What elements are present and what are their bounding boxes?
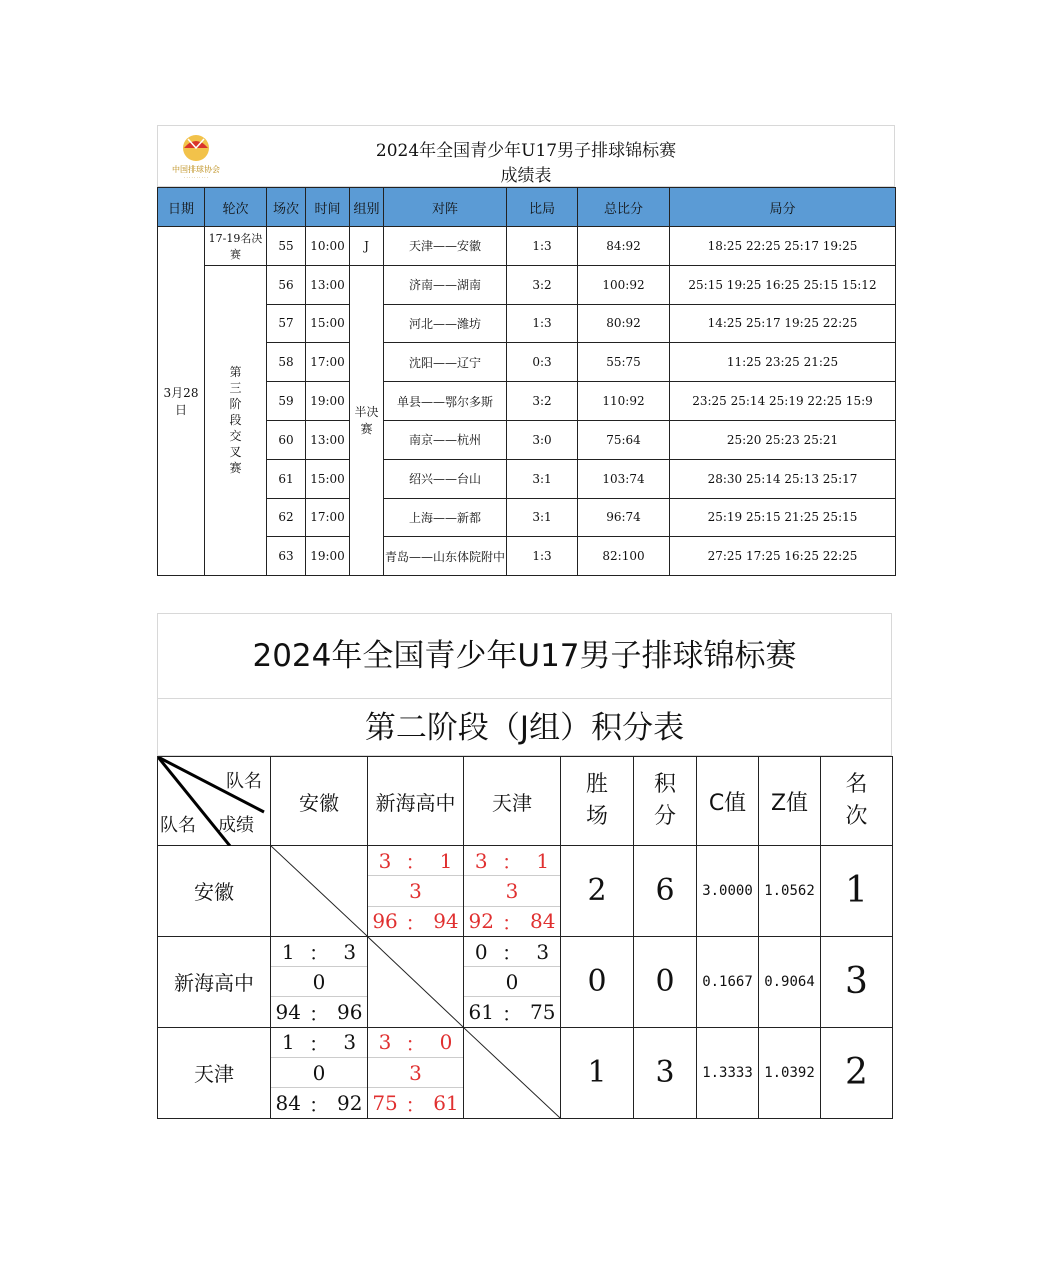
standings-header-row bbox=[158, 757, 893, 846]
standings-title: 2024年全国青少年U17男子排球锦标赛 bbox=[157, 613, 892, 698]
sets-home: 3 bbox=[474, 848, 488, 873]
header-match-no: 场次 bbox=[267, 188, 306, 227]
score-home: 61 bbox=[468, 1000, 494, 1025]
match-time: 19:00 bbox=[306, 537, 350, 576]
sets-separator: ： bbox=[405, 850, 426, 875]
col-header-team: 安徽 bbox=[271, 757, 368, 846]
match-no: 55 bbox=[267, 227, 306, 266]
rank-header-char: 次 bbox=[845, 804, 868, 829]
group-cell-semifinal: 半决赛 bbox=[350, 265, 384, 575]
match-row bbox=[158, 265, 896, 304]
sets-separator: ： bbox=[501, 941, 522, 966]
schedule-grid bbox=[157, 187, 896, 576]
score-away: 92 bbox=[337, 1091, 363, 1116]
match-result-cell bbox=[464, 936, 561, 1027]
match-set-scores: 27:25 17:25 16:25 22:25 bbox=[670, 537, 896, 576]
schedule-header bbox=[157, 125, 895, 187]
match-no: 56 bbox=[267, 265, 306, 304]
header-date: 日期 bbox=[158, 188, 205, 227]
match-sets: 3:1 bbox=[507, 459, 578, 498]
standings-table bbox=[157, 613, 892, 1117]
schedule-header-row bbox=[158, 188, 896, 227]
match-time: 13:00 bbox=[306, 420, 350, 459]
date-cell: 3月28日 bbox=[158, 227, 205, 576]
group-cell: J bbox=[350, 227, 384, 266]
match-time: 17:00 bbox=[306, 343, 350, 382]
match-teams: 上海——新都 bbox=[384, 498, 507, 537]
standings-subtitle: 第二阶段（J组）积分表 bbox=[157, 698, 892, 756]
match-result-breakdown bbox=[368, 1028, 463, 1118]
self-match-cell bbox=[271, 846, 368, 937]
match-time: 10:00 bbox=[306, 227, 350, 266]
match-no: 58 bbox=[267, 343, 306, 382]
match-set-scores: 11:25 23:25 21:25 bbox=[670, 343, 896, 382]
match-total: 80:92 bbox=[578, 304, 670, 343]
row-z-value: 0.9064 bbox=[759, 936, 821, 1027]
sets-separator: ： bbox=[405, 1031, 426, 1056]
row-z-value: 1.0392 bbox=[759, 1027, 821, 1118]
match-points: 0 bbox=[271, 967, 367, 997]
match-result-cell bbox=[368, 1027, 464, 1118]
score-away: 61 bbox=[433, 1091, 459, 1116]
match-time: 17:00 bbox=[306, 498, 350, 537]
match-sets: 3:0 bbox=[507, 420, 578, 459]
wins-header-char: 胜 bbox=[585, 772, 608, 797]
match-no: 60 bbox=[267, 420, 306, 459]
row-wins: 1 bbox=[561, 1027, 634, 1118]
match-result-cell bbox=[271, 1027, 368, 1118]
match-no: 63 bbox=[267, 537, 306, 576]
score-home: 92 bbox=[468, 909, 494, 934]
score-home: 84 bbox=[275, 1091, 301, 1116]
match-no: 59 bbox=[267, 382, 306, 421]
score-away: 96 bbox=[337, 1000, 363, 1025]
match-set-scores: 25:20 25:23 25:21 bbox=[670, 420, 896, 459]
match-teams: 单县——鄂尔多斯 bbox=[384, 382, 507, 421]
score-separator: ： bbox=[501, 1001, 522, 1026]
match-total: 110:92 bbox=[578, 382, 670, 421]
header-set-scores: 局分 bbox=[670, 188, 896, 227]
match-total: 96:74 bbox=[578, 498, 670, 537]
match-set-scores: 25:19 25:15 21:25 25:15 bbox=[670, 498, 896, 537]
match-result-breakdown bbox=[464, 937, 560, 1027]
row-rank: 1 bbox=[821, 846, 893, 937]
match-row bbox=[158, 382, 896, 421]
header-total: 总比分 bbox=[578, 188, 670, 227]
match-teams: 绍兴——台山 bbox=[384, 459, 507, 498]
sets-home: 3 bbox=[378, 1030, 392, 1055]
match-result-breakdown bbox=[271, 937, 367, 1027]
rank-header-char: 名 bbox=[845, 772, 868, 797]
match-set-scores: 28:30 25:14 25:13 25:17 bbox=[670, 459, 896, 498]
match-sets: 0:3 bbox=[507, 343, 578, 382]
corner-label-team-left: 队名 bbox=[160, 815, 196, 836]
row-rank: 2 bbox=[821, 1027, 893, 1118]
match-sets: 1:3 bbox=[507, 227, 578, 266]
points-header-char: 积 bbox=[653, 772, 676, 797]
sets-home: 1 bbox=[281, 939, 295, 964]
sets-separator: ： bbox=[308, 1031, 329, 1056]
wins-header-char: 场 bbox=[585, 804, 608, 829]
col-header-points bbox=[634, 757, 697, 846]
header-time: 时间 bbox=[306, 188, 350, 227]
row-team-name: 天津 bbox=[158, 1027, 271, 1118]
match-total: 84:92 bbox=[578, 227, 670, 266]
row-c-value: 1.3333 bbox=[697, 1027, 759, 1118]
match-teams: 天津——安徽 bbox=[384, 227, 507, 266]
match-teams: 南京——杭州 bbox=[384, 420, 507, 459]
score-home: 75 bbox=[372, 1091, 398, 1116]
match-set-scores: 18:25 22:25 25:17 19:25 bbox=[670, 227, 896, 266]
match-row bbox=[158, 227, 896, 266]
sets-home: 3 bbox=[378, 848, 392, 873]
corner-label-result: 成绩 bbox=[218, 815, 254, 836]
match-teams: 青岛——山东体院附中 bbox=[384, 537, 507, 576]
sets-away: 3 bbox=[536, 939, 550, 964]
sets-away: 3 bbox=[343, 939, 357, 964]
row-z-value: 1.0562 bbox=[759, 846, 821, 937]
match-time: 15:00 bbox=[306, 459, 350, 498]
diagonal-line bbox=[271, 846, 367, 936]
match-total: 100:92 bbox=[578, 265, 670, 304]
round-cell: 17-19名决赛 bbox=[205, 227, 267, 266]
match-points: 3 bbox=[368, 876, 463, 906]
sets-away: 3 bbox=[343, 1030, 357, 1055]
match-result-breakdown bbox=[368, 846, 463, 936]
match-points: 3 bbox=[368, 1058, 463, 1088]
standings-row bbox=[158, 1027, 893, 1118]
schedule-subtitle: 成绩表 bbox=[500, 166, 552, 186]
row-points: 3 bbox=[634, 1027, 697, 1118]
header-teams: 对阵 bbox=[384, 188, 507, 227]
match-total: 82:100 bbox=[578, 537, 670, 576]
score-separator: ： bbox=[308, 1092, 329, 1117]
row-team-name: 新海高中 bbox=[158, 936, 271, 1027]
match-sets: 1:3 bbox=[507, 304, 578, 343]
row-wins: 2 bbox=[561, 846, 634, 937]
col-header-wins bbox=[561, 757, 634, 846]
match-teams: 沈阳——辽宁 bbox=[384, 343, 507, 382]
score-away: 94 bbox=[433, 909, 459, 934]
score-away: 84 bbox=[530, 909, 556, 934]
match-no: 62 bbox=[267, 498, 306, 537]
header-sets: 比局 bbox=[507, 188, 578, 227]
sets-home: 1 bbox=[281, 1030, 295, 1055]
self-match-cell bbox=[464, 1027, 561, 1118]
col-header-rank bbox=[821, 757, 893, 846]
match-sets: 1:3 bbox=[507, 537, 578, 576]
row-points: 6 bbox=[634, 846, 697, 937]
schedule-title: 2024年全国青少年U17男子排球锦标赛 bbox=[375, 141, 677, 161]
round-second-text: 第三阶段交叉赛 bbox=[229, 365, 242, 476]
match-points: 0 bbox=[271, 1058, 367, 1088]
logo-text: 中国排球协会 bbox=[172, 165, 220, 174]
round-cell-vertical bbox=[205, 265, 267, 575]
match-no: 61 bbox=[267, 459, 306, 498]
match-row bbox=[158, 420, 896, 459]
sets-away: 1 bbox=[439, 848, 453, 873]
match-time: 13:00 bbox=[306, 265, 350, 304]
sets-away: 1 bbox=[536, 848, 550, 873]
match-total: 103:74 bbox=[578, 459, 670, 498]
match-set-scores: 23:25 25:14 25:19 22:25 15:9 bbox=[670, 382, 896, 421]
row-team-name: 安徽 bbox=[158, 846, 271, 937]
match-sets: 3:2 bbox=[507, 382, 578, 421]
col-header-team: 新海高中 bbox=[368, 757, 464, 846]
points-header-char: 分 bbox=[653, 804, 676, 829]
match-row bbox=[158, 343, 896, 382]
sets-separator: ： bbox=[501, 850, 522, 875]
match-points: 0 bbox=[464, 967, 560, 997]
match-sets: 3:2 bbox=[507, 265, 578, 304]
row-wins: 0 bbox=[561, 936, 634, 1027]
match-total: 75:64 bbox=[578, 420, 670, 459]
match-total: 55:75 bbox=[578, 343, 670, 382]
standings-row bbox=[158, 936, 893, 1027]
match-row bbox=[158, 537, 896, 576]
header-round: 轮次 bbox=[205, 188, 267, 227]
match-result-cell bbox=[464, 846, 561, 937]
score-away: 75 bbox=[530, 1000, 556, 1025]
match-time: 15:00 bbox=[306, 304, 350, 343]
sets-home: 0 bbox=[474, 939, 488, 964]
match-row bbox=[158, 498, 896, 537]
match-row bbox=[158, 459, 896, 498]
row-points: 0 bbox=[634, 936, 697, 1027]
row-c-value: 3.0000 bbox=[697, 846, 759, 937]
score-separator: ： bbox=[308, 1001, 329, 1026]
score-separator: ： bbox=[405, 1092, 426, 1117]
self-match-cell bbox=[368, 936, 464, 1027]
match-row bbox=[158, 304, 896, 343]
sets-away: 0 bbox=[439, 1030, 453, 1055]
schedule-results-table bbox=[157, 125, 895, 573]
score-home: 94 bbox=[275, 1000, 301, 1025]
sets-separator: ： bbox=[308, 941, 329, 966]
match-teams: 河北——潍坊 bbox=[384, 304, 507, 343]
score-separator: ： bbox=[501, 910, 522, 935]
col-header-c-value: C值 bbox=[697, 757, 759, 846]
match-set-scores: 14:25 25:17 19:25 22:25 bbox=[670, 304, 896, 343]
match-result-breakdown bbox=[271, 1028, 367, 1118]
score-separator: ： bbox=[405, 910, 426, 935]
standings-grid bbox=[157, 756, 893, 1119]
match-result-cell bbox=[368, 846, 464, 937]
score-home: 96 bbox=[372, 909, 398, 934]
standings-row bbox=[158, 846, 893, 937]
match-result-cell bbox=[271, 936, 368, 1027]
match-teams: 济南——湖南 bbox=[384, 265, 507, 304]
corner-label-team-top: 队名 bbox=[226, 771, 262, 792]
match-result-breakdown bbox=[464, 846, 560, 936]
match-no: 57 bbox=[267, 304, 306, 343]
diagonal-line bbox=[464, 1028, 560, 1118]
svg-text:· · · · · · · · · ·: · · · · · · · · · · bbox=[183, 175, 209, 180]
match-sets: 3:1 bbox=[507, 498, 578, 537]
match-time: 19:00 bbox=[306, 382, 350, 421]
col-header-z-value: Z值 bbox=[759, 757, 821, 846]
match-points: 3 bbox=[464, 876, 560, 906]
match-set-scores: 25:15 19:25 16:25 25:15 15:12 bbox=[670, 265, 896, 304]
col-header-team: 天津 bbox=[464, 757, 561, 846]
corner-cell bbox=[158, 757, 271, 846]
row-rank: 3 bbox=[821, 936, 893, 1027]
row-c-value: 0.1667 bbox=[697, 936, 759, 1027]
diagonal-line bbox=[368, 937, 463, 1027]
header-group: 组别 bbox=[350, 188, 384, 227]
